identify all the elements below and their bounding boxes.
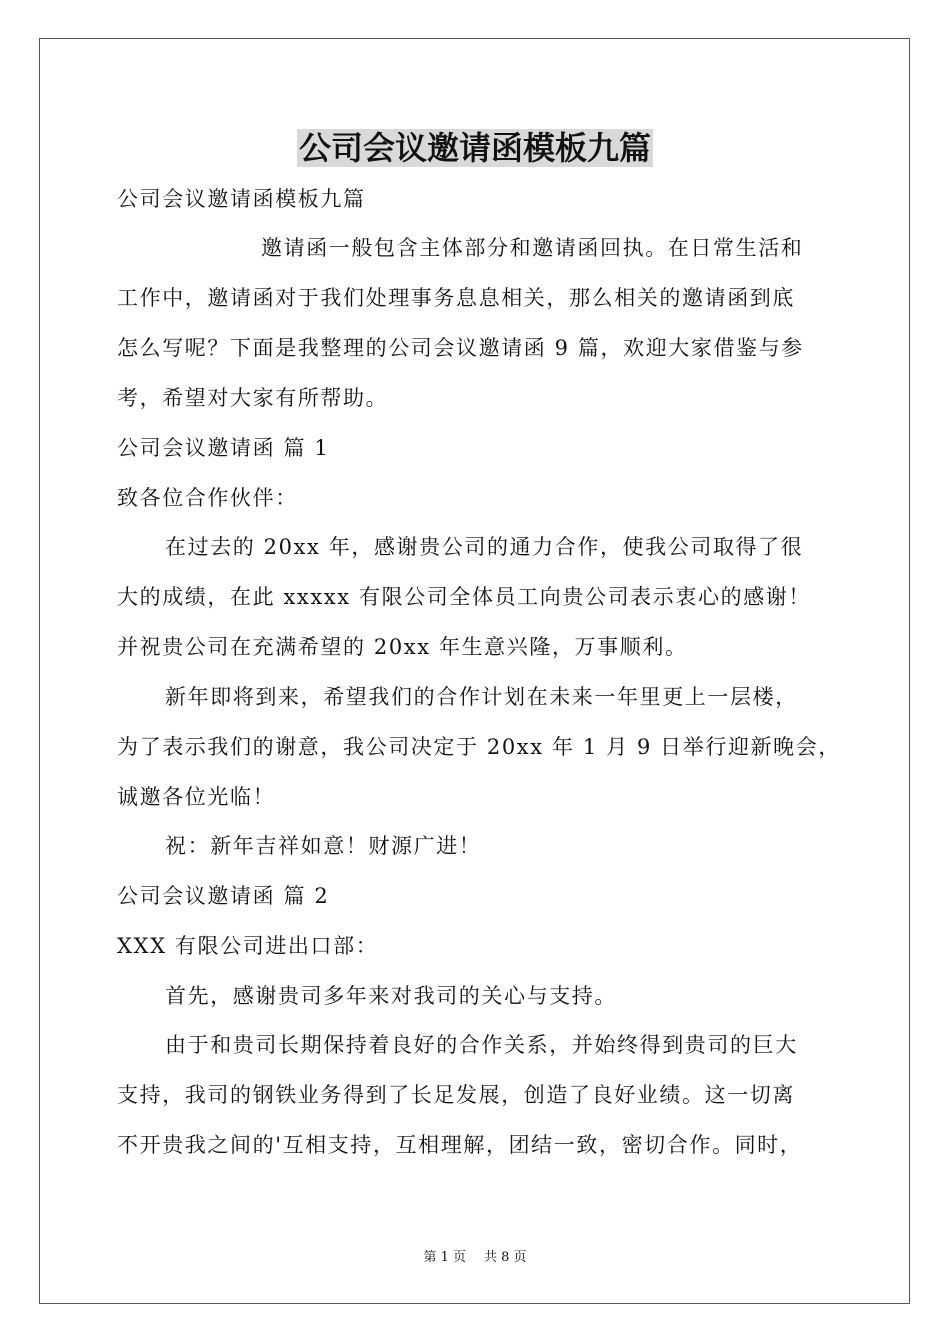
document-title: 公司会议邀请函模板九篇 bbox=[298, 129, 651, 167]
paragraph-line: 不开贵我之间的'互相支持，互相理解，团结一致，密切合作。同时， bbox=[117, 1133, 803, 1157]
paragraph-line: 工作中，邀请函对于我们处理事务息息相关，那么相关的邀请函到底 bbox=[117, 286, 795, 310]
paragraph-line: 由于和贵司长期保持着良好的合作关系，并始终得到贵司的巨大 bbox=[165, 1033, 798, 1057]
section-heading-1: 公司会议邀请函 篇 1 bbox=[117, 436, 330, 460]
paragraph-line: 为了表示我们的谢意，我公司决定于 20xx 年 1 月 9 日举行迎新晚会， bbox=[117, 735, 841, 759]
section-heading-2: 公司会议邀请函 篇 2 bbox=[117, 884, 330, 908]
paragraph-line: 怎么写呢？下面是我整理的公司会议邀请函 9 篇，欢迎大家借鉴与参 bbox=[117, 336, 804, 360]
page-number: 第 1 页 bbox=[423, 1250, 466, 1265]
closing-wish-line: 祝：新年吉祥如意！财源广进！ bbox=[165, 834, 482, 858]
paragraph-line: 大的成绩，在此 xxxxx 有限公司全体员工向贵公司表示衷心的感谢！ bbox=[117, 585, 811, 609]
paragraph-line: 并祝贵公司在充满希望的 20xx 年生意兴隆，万事顺利。 bbox=[117, 635, 688, 659]
page-border bbox=[39, 38, 910, 1304]
paragraph-line: 支持，我司的钢铁业务得到了长足发展，创造了良好业绩。这一切离 bbox=[117, 1083, 795, 1107]
salutation-line: 致各位合作伙伴： bbox=[117, 486, 298, 510]
subtitle-line: 公司会议邀请函模板九篇 bbox=[117, 187, 366, 211]
paragraph-line: 新年即将到来，希望我们的合作计划在未来一年里更上一层楼， bbox=[165, 685, 798, 709]
page-total: 共 8 页 bbox=[484, 1250, 527, 1265]
page-footer bbox=[0, 1248, 950, 1268]
paragraph-line: 邀请函一般包含主体部分和邀请函回执。在日常生活和 bbox=[261, 236, 804, 260]
paragraph-line: 考，希望对大家有所帮助。 bbox=[117, 386, 389, 410]
salutation-line: XXX 有限公司进出口部： bbox=[117, 934, 379, 958]
paragraph-line: 首先，感谢贵司多年来对我司的关心与支持。 bbox=[165, 984, 617, 1008]
paragraph-line: 在过去的 20xx 年，感谢贵公司的通力合作，使我公司取得了很 bbox=[165, 535, 804, 559]
paragraph-line: 诚邀各位光临！ bbox=[117, 785, 276, 809]
